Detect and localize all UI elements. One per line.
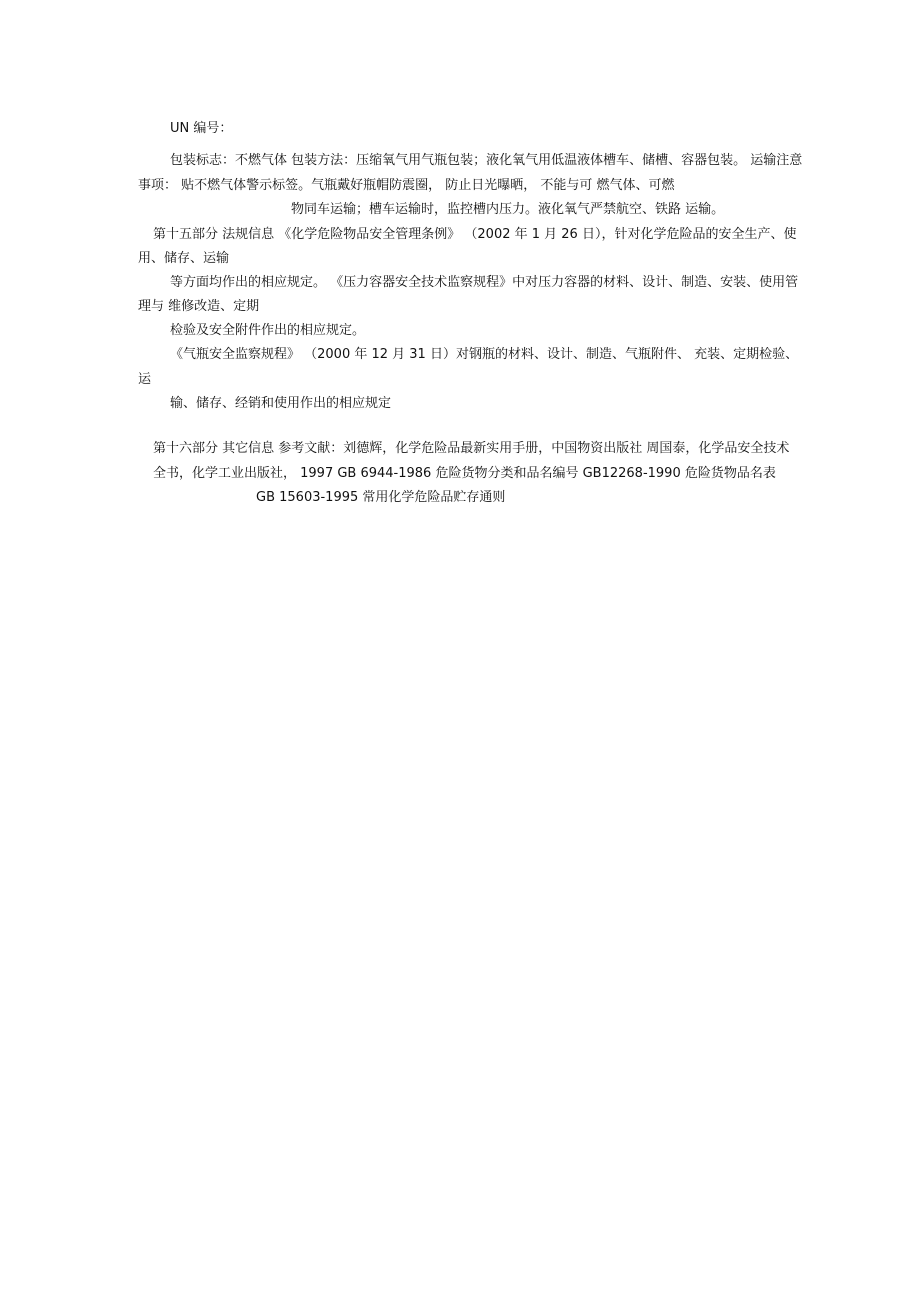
section15-line-5: 检验及安全附件作出的相应规定。 <box>170 323 366 338</box>
section15-line-1: 第十五部分 法规信息 《化学危险物品安全管理条例》 （2002 年 1 月 26 日），针对化学危险品的安全生产、使 <box>153 227 797 242</box>
section15-line-3: 等方面均作出的相应规定。 《压力容器安全技术监察规程》中对压力容器的材料、设计、制造、安装、使用管 <box>170 275 799 290</box>
packaging-line-1: 包装标志：不燃气体 包装方法：压缩氧气用气瓶包装；液化氧气用低温液体槽车、储槽、容器包装。 运输注意 <box>170 153 803 168</box>
packaging-line-3: 物同车运输；槽车运输时，监控槽内压力。液化氧气严禁航空、铁路 运输。 <box>291 202 725 217</box>
section15-line-7: 运 <box>138 372 152 387</box>
section15-line-8: 输、储存、经销和使用作出的相应规定 <box>170 396 392 411</box>
section16-line-1: 第十六部分 其它信息 参考文献：刘德辉，化学危险品最新实用手册，中国物资出版社 周国泰，化学品安全技术 <box>153 441 790 456</box>
un-number-label: UN 编号： <box>170 121 233 136</box>
packaging-line-2: 事项： 贴不燃气体警示标签。气瓶戴好瓶帽防震圈， 防止日光曝晒， 不能与可 燃气体、可燃 <box>138 178 675 193</box>
section15-line-6: 《气瓶安全监察规程》 （2000 年 12 月 31 日）对钢瓶的材料、设计、制造、气瓶附件、 充装、定期检验、 <box>170 347 799 362</box>
section15-line-4: 理与 维修改造、定期 <box>138 299 260 314</box>
section15-line-2: 用、储存、运输 <box>138 251 230 266</box>
section16-line-3: GB 15603-1995 常用化学危险品贮存通则 <box>256 490 506 505</box>
section16-line-2: 全书，化学工业出版社， 1997 GB 6944-1986 危险货物分类和品名编号 GB12268-1990 危险货物品名表 <box>153 466 776 481</box>
